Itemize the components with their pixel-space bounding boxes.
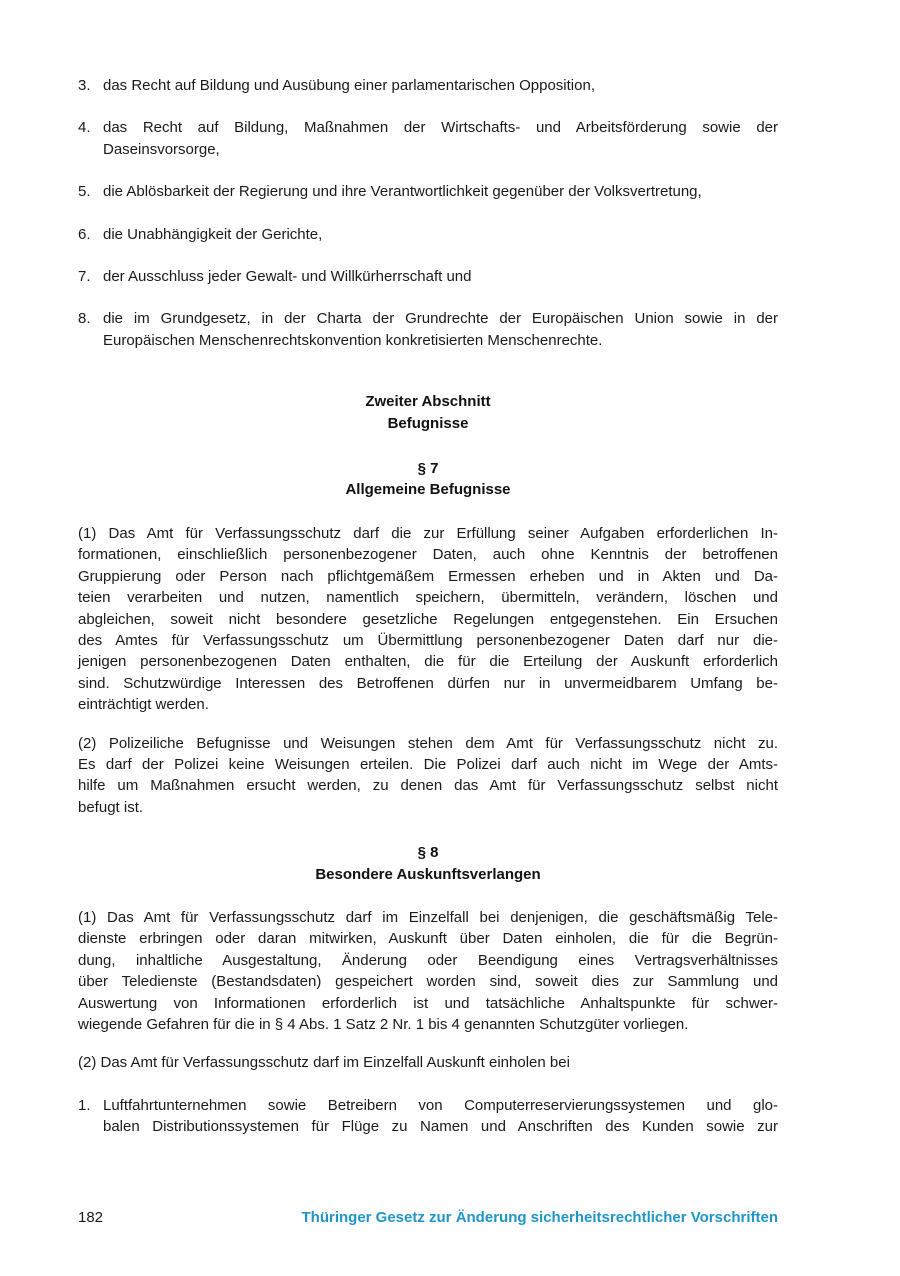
footer bbox=[78, 1207, 778, 1228]
text-line: über Teledienste (Bestandsdaten) gespeichert worden sind, soweit dies zur Sammlung und bbox=[78, 973, 778, 991]
section-heading bbox=[78, 391, 778, 434]
list-item bbox=[78, 266, 778, 287]
list-number: 4. bbox=[78, 119, 91, 137]
text-line: Daseinsvorsorge, bbox=[103, 140, 220, 158]
text-line: jenigen personenbezogenen Daten enthalten, die für die Erteilung der Auskunft erforderlich bbox=[78, 653, 778, 671]
text-line: die im Grundgesetz, in der Charta der Grundrechte der Europäischen Union sowie in der bbox=[103, 310, 778, 328]
text-line: die Ablösbarkeit der Regierung und ihre Verantwortlichkeit gegenüber der Volksvertretung, bbox=[103, 183, 702, 201]
text-line: (1) Das Amt für Verfassungsschutz darf im Einzelfall bei denjenigen, die geschäftsmäßig Tele- bbox=[78, 908, 778, 926]
text-line: dung, inhaltliche Ausgestaltung, Änderung oder Beendigung eines Vertragsverhältnisses bbox=[78, 951, 778, 969]
text-line: des Amtes für Verfassungsschutz um Übermittlung personenbezogener Daten darf nur die- bbox=[78, 631, 778, 649]
text-line: die Unabhängigkeit der Gerichte, bbox=[103, 225, 323, 243]
list-item-text bbox=[103, 117, 778, 160]
text-line: (1) Das Amt für Verfassungsschutz darf die zur Erfüllung seiner Aufgaben erforderlichen In- bbox=[78, 524, 778, 542]
list-item-text bbox=[103, 181, 778, 202]
list-item-text bbox=[103, 75, 778, 96]
text-line: sind. Schutzwürdige Interessen des Betroffenen dürfen nur in unvermeidbarem Umfang be- bbox=[78, 674, 778, 692]
list-item bbox=[78, 224, 778, 245]
list-item bbox=[78, 308, 778, 351]
paragraph bbox=[78, 523, 778, 716]
list-item-text bbox=[103, 224, 778, 245]
list-item-text bbox=[103, 266, 778, 287]
text-line: der Ausschluss jeder Gewalt- und Willkürherrschaft und bbox=[103, 268, 472, 286]
text-line: balen Distributionssystemen für Flüge zu Namen und Anschriften des Kunden sowie zur bbox=[103, 1118, 778, 1136]
list-number: 6. bbox=[78, 225, 91, 243]
section-heading bbox=[78, 842, 778, 885]
text-line: Europäischen Menschenrechtskonvention konkretisierten Menschenrechte. bbox=[103, 331, 603, 349]
text-line: (2) Das Amt für Verfassungsschutz darf im Einzelfall Auskunft einholen bei bbox=[78, 1054, 570, 1072]
list-item bbox=[78, 117, 778, 160]
list-number: 8. bbox=[78, 310, 91, 328]
list-item bbox=[78, 1095, 778, 1138]
list-item-text bbox=[103, 308, 778, 351]
text-line: befugt ist. bbox=[78, 798, 144, 816]
heading-line: Besondere Auskunftsverlangen bbox=[315, 865, 541, 883]
heading-line: Zweiter Abschnitt bbox=[365, 393, 491, 411]
paragraph bbox=[78, 1052, 778, 1073]
text-line: teien verarbeiten und nutzen, namentlich speichern, übermitteln, verändern, löschen und bbox=[78, 589, 778, 607]
list-number: 3. bbox=[78, 77, 91, 94]
list-item bbox=[78, 181, 778, 202]
text-line: Gruppierung oder Person nach pflichtgemäßem Ermessen erheben und in Akten und Da- bbox=[78, 567, 778, 585]
list-item-text bbox=[103, 1095, 778, 1138]
list-item bbox=[78, 75, 778, 96]
section-heading bbox=[78, 458, 778, 501]
footer-book-title: Thüringer Gesetz zur Änderung sicherheitsrechtlicher Vorschriften bbox=[301, 1209, 778, 1226]
text-line: einträchtigt werden. bbox=[78, 696, 209, 714]
text-line: das Recht auf Bildung und Ausübung einer parlamentarischen Opposition, bbox=[103, 77, 595, 94]
text-line: wiegende Gefahren für die in § 4 Abs. 1 Satz 2 Nr. 1 bis 4 genannten Schutzgüter vorliegen. bbox=[78, 1016, 689, 1033]
text-line: das Recht auf Bildung, Maßnahmen der Wirtschafts- und Arbeitsförderung sowie der bbox=[103, 119, 778, 137]
footer-page-number: 182 bbox=[78, 1209, 104, 1226]
paragraph bbox=[78, 907, 778, 1035]
text-line: formationen, einschließlich personenbezogener Daten, auch ohne Kenntnis der betroffenen bbox=[78, 546, 778, 564]
text-line: hilfe um Maßnahmen ersucht werden, zu denen das Amt für Verfassungsschutz selbst nicht bbox=[78, 777, 778, 795]
list-number: 7. bbox=[78, 268, 91, 286]
text-line: abgleichen, soweit nicht besondere gesetzliche Regelungen entgegenstehen. Ein Ersuchen bbox=[78, 610, 778, 628]
list-number: 1. bbox=[78, 1096, 91, 1114]
paragraph bbox=[78, 733, 778, 819]
heading-line: Befugnisse bbox=[387, 414, 469, 432]
text-line: (2) Polizeiliche Befugnisse und Weisungen stehen dem Amt für Verfassungsschutz nicht zu. bbox=[78, 734, 778, 752]
text-line: Auswertung von Informationen erforderlich ist und tatsächliche Anhaltspunkte für schwer- bbox=[78, 994, 778, 1012]
text-line: Luftfahrtunternehmen sowie Betreibern von Computerreservierungssystemen und glo- bbox=[103, 1096, 778, 1114]
heading-line: § 8 bbox=[417, 844, 439, 862]
text-line: dienste erbringen oder daran mitwirken, Auskunft über Daten einholen, die für die Begrün- bbox=[78, 930, 778, 948]
list-number: 5. bbox=[78, 183, 91, 201]
text-line: Es darf der Polizei keine Weisungen erteilen. Die Polizei darf auch nicht im Wege der Amts- bbox=[78, 755, 778, 773]
heading-line: Allgemeine Befugnisse bbox=[345, 481, 511, 499]
document-content bbox=[78, 54, 778, 1159]
heading-line: § 7 bbox=[417, 460, 439, 478]
